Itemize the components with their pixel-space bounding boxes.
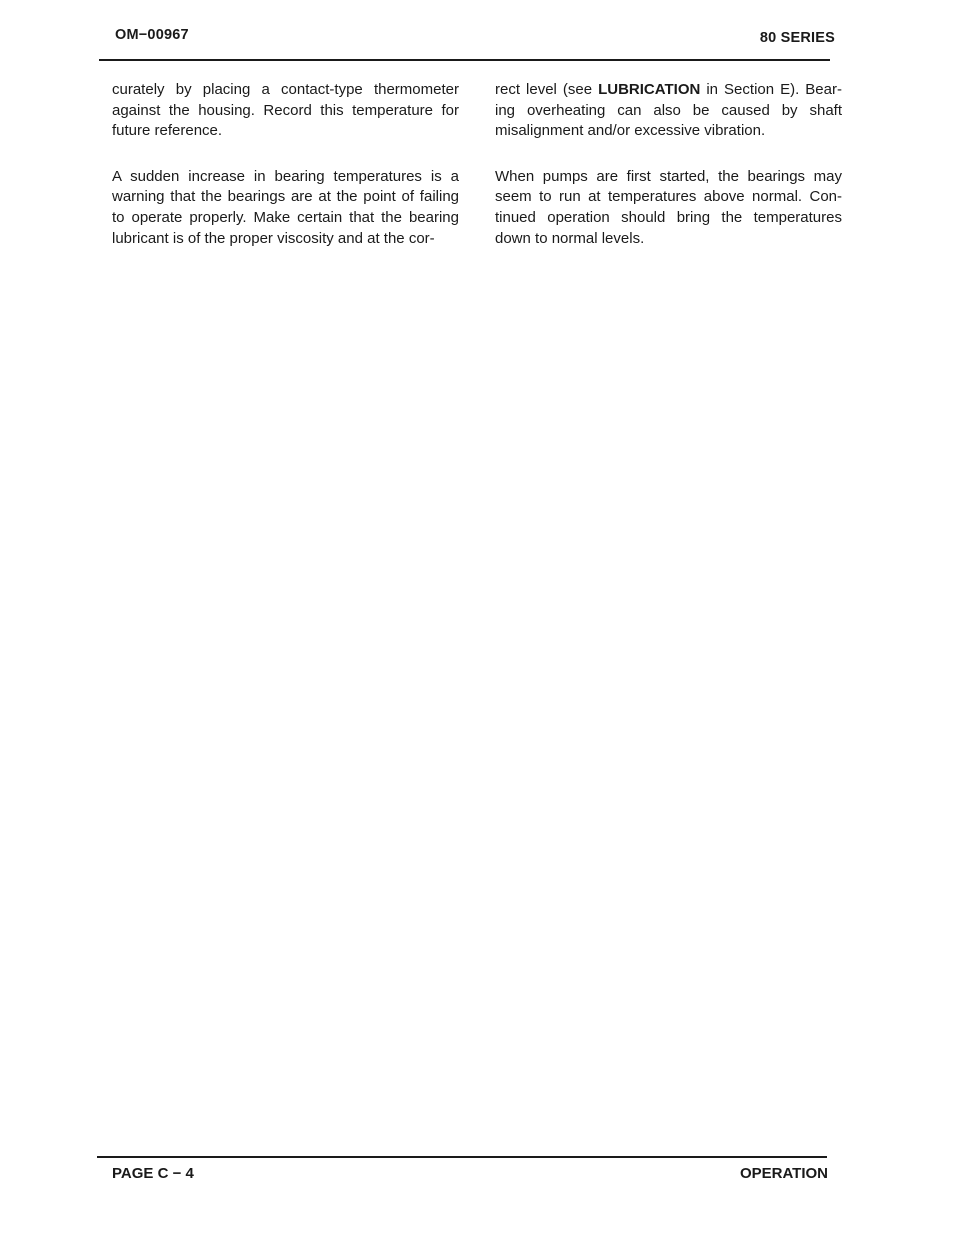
left-column: [112, 80, 459, 274]
paragraph-bearing-warning: A sudden increase in bearing temperatures is a warning that the bearings are at the point of failing to operate properly. Make certain that the bearing lubricant is of the proper viscosity and at the cor-: [112, 167, 459, 247]
footer-divider: [97, 1156, 827, 1158]
header-divider: [99, 59, 830, 61]
lubrication-reference: LUBRICATION: [598, 81, 701, 98]
paragraph-thermometer: curately by placing a contact‑type thermometer against the housing. Record this temperature for future reference.: [112, 81, 459, 140]
lubrication-text-before: rect level (see: [495, 81, 599, 98]
lubrication-text-after: in Section E). Bear-ing overheating can also be caused by shaft misalignment and/or excessive vibration.: [495, 81, 842, 140]
paragraph-lubrication: [495, 80, 842, 142]
series-title: 80 SERIES: [759, 30, 835, 46]
page-number: PAGE C − 4: [112, 1165, 194, 1182]
section-name: OPERATION: [739, 1165, 828, 1182]
right-column: [495, 80, 842, 274]
paragraph-startup-temperature: When pumps are first started, the bearings may seem to run at temperatures above normal. Con-tinued operation should bring the temperatures down to normal levels.: [495, 167, 842, 247]
document-number: OM−00967: [115, 27, 189, 43]
